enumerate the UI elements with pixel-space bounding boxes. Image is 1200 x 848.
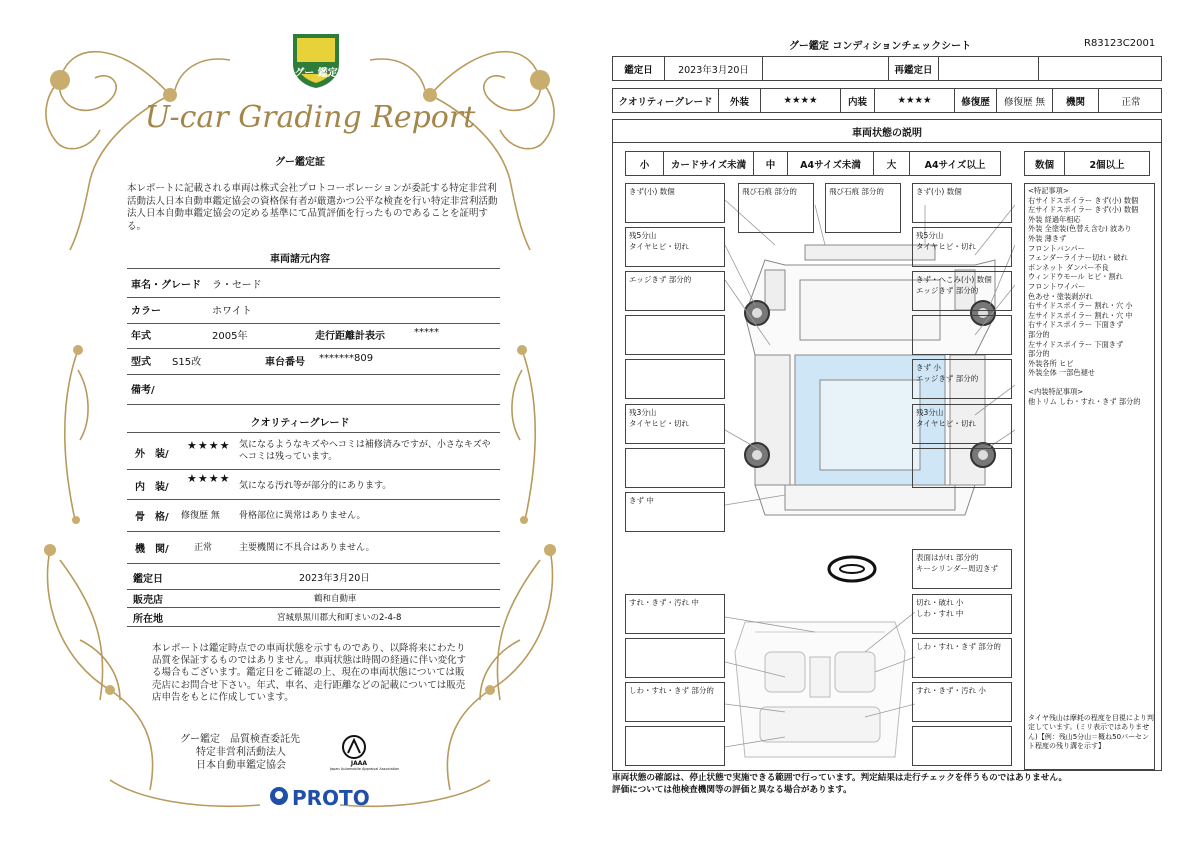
legend-count: 数個 — [1025, 152, 1065, 175]
note-text: タイヤヒビ・切れ — [629, 242, 689, 251]
org-line: グー鑑定 品質検査委託先 — [180, 734, 300, 745]
note-text: 残3分山 — [629, 408, 657, 417]
goo-appraisal-badge — [287, 30, 345, 90]
footer-line: 車両状態の確認は、停止状態で実施できる範囲で行っています。判定結果は走行チェックを伴うものではありません。 — [612, 773, 1068, 783]
row-interior — [127, 472, 500, 500]
row-year-mileage — [127, 327, 500, 349]
proto-text: PROTO — [292, 786, 370, 810]
note-text: 残3分山 — [916, 408, 944, 417]
note-empty — [625, 638, 725, 678]
value: 主要機関に不具合はありません。 — [239, 543, 375, 553]
jaaa-subtext: Japan Automobile Appraisal Association — [330, 767, 400, 771]
organization-info — [180, 733, 350, 772]
footer-notes — [612, 772, 1172, 796]
steering-wheel-icon — [826, 554, 878, 584]
note-text: きず 中 — [629, 496, 654, 505]
legend-small-desc: カードサイズ未満 — [664, 152, 754, 175]
note-empty — [625, 359, 725, 399]
note-empty — [625, 726, 725, 766]
jaaa-emblem-icon — [330, 733, 388, 761]
condition-description-title: 車両状態の説明 — [612, 119, 1162, 143]
report-script-title: U-car Grading Report — [144, 100, 476, 135]
remark-line: ウィンドウモール ヒビ・割れ — [1028, 272, 1123, 282]
remark-line: 色あせ・塗装剥がれ — [1028, 291, 1093, 301]
note-text: 飛び石痕 部分的 — [742, 187, 797, 196]
note-text: エッジきず 部分的 — [916, 374, 979, 383]
row-color — [127, 302, 500, 324]
note-empty — [625, 315, 725, 355]
note-interior-rear-left — [625, 682, 725, 722]
note-interior-front — [625, 594, 725, 634]
note-text: 飛び石痕 部分的 — [829, 187, 884, 196]
note-text: きず(小) 数個 — [629, 187, 675, 196]
value: 宮城県黒川郡大和町まいの2-4-8 — [277, 613, 402, 623]
note-front-center-left — [738, 183, 814, 233]
org-line: 日本自動車鑑定協会 — [196, 760, 286, 771]
remark-line: フロントワイパー — [1028, 281, 1086, 291]
note-front-center-right — [825, 183, 901, 233]
remark-line: 右サイドスポイラー 下面きず — [1028, 320, 1124, 330]
value: 気になるようなキズやヘコミは補修済みですが、小さなキズやヘコミは残っています。 — [239, 440, 491, 462]
note-text: 残5分山 — [629, 231, 657, 240]
note-right-dent — [912, 271, 1012, 311]
label: 車台番号 — [265, 357, 305, 368]
note-text: きず(小) 数個 — [916, 187, 962, 196]
value: ***** — [414, 327, 439, 338]
interior-stars: ★★★★ — [187, 472, 231, 485]
label: 鑑定日 — [133, 574, 163, 585]
exterior-label: 外装 — [719, 89, 761, 112]
spec-heading: 車両諸元内容 — [270, 254, 330, 265]
label: 内 装/ — [135, 482, 169, 493]
label: 所在地 — [133, 614, 163, 625]
note-text: しわ・すれ・きず 部分的 — [916, 642, 1001, 651]
label: 外 装/ — [135, 449, 169, 460]
note-text: 残5分山 — [916, 231, 944, 240]
remark-line: 右サイドスポイラー 割れ・穴 小 — [1028, 301, 1133, 311]
car-interior-diagram — [725, 612, 915, 762]
remark-line: 外装各所 ヒビ — [1028, 358, 1074, 368]
label: 車名・グレード — [131, 280, 201, 291]
value: 修復歴 無 — [181, 511, 220, 521]
note-empty — [912, 315, 1012, 355]
legend-large-desc: A4サイズ以上 — [924, 159, 986, 171]
remark-line: ボンネット ダンパー不良 — [1028, 262, 1109, 272]
remark-line: 外装全体 一部色褪せ — [1028, 368, 1095, 378]
size-legend — [625, 151, 1001, 176]
value: S15改 — [172, 357, 202, 368]
note-left-edge — [625, 271, 725, 311]
note-interior-rear-right — [912, 682, 1012, 722]
note-text: しわ・すれ 中 — [916, 609, 964, 618]
engine-label: 機関 — [1053, 89, 1099, 112]
note-rear-left-tire — [625, 404, 725, 444]
legend-large: 大 — [874, 152, 910, 175]
jaaa-logo — [330, 733, 400, 783]
jaaa-text: JAAA — [350, 760, 368, 767]
legend-medium-desc: A4サイズ未満 — [788, 152, 874, 175]
row-model-chassis — [127, 353, 500, 375]
note-text: しわ・すれ・きず 部分的 — [629, 686, 714, 695]
interior-label: 内装 — [841, 89, 875, 112]
remark-line: フェンダーライナー切れ・破れ — [1028, 253, 1128, 263]
note-text: 切れ・破れ 小 — [916, 598, 964, 607]
repair-history-label: 修復歴 — [955, 89, 997, 112]
row-appraisal-date — [127, 570, 500, 590]
legend-small: 小 — [626, 152, 664, 175]
note-front-right-tire — [912, 227, 1012, 267]
remark-line: 外装 全塗装(色替え含む) 波あり — [1028, 224, 1132, 234]
proto-logo — [268, 784, 378, 812]
interior-stars: ★★★★ — [875, 89, 955, 112]
certificate-title: グー鑑定証 — [275, 157, 325, 168]
value: *******809 — [319, 353, 374, 364]
note-interior-right — [912, 638, 1012, 678]
remark-line — [1028, 378, 1151, 388]
note-rear-right-tire — [912, 404, 1012, 444]
exterior-stars: ★★★★ — [761, 89, 841, 112]
sheet-code: R83123C2001 — [1084, 38, 1156, 49]
note-text: すれ・きず・汚れ 中 — [629, 598, 699, 607]
note-text: タイヤヒビ・切れ — [916, 419, 976, 428]
disclaimer-notice: 本レポートは鑑定時点での車両状態を示すものであり、以降将来にわたり品質を保証するものではありません。車両状態は時間の経過に伴い変化する場合もございます。鑑定日をご確認の上、現在の車両状態については販売店にお問合せ下さい。年式、車名、走行距離などの記載については販売店申告をもとに作成しています。 — [152, 643, 467, 703]
badge-shield-icon — [287, 30, 345, 90]
remark-line: 部分的 — [1028, 349, 1050, 359]
divider — [127, 268, 500, 269]
note-text: キーシリンダー周辺きず — [916, 564, 999, 573]
remark-line: 外装 薄きず — [1028, 233, 1067, 243]
tire-note: タイヤ残山は摩耗の程度を目視により判定しています。(ミリ表示ではありません)【例：残山5分山＝概ね50パーセント程度の残り溝を示す】 — [1028, 714, 1154, 751]
reappraisal-label: 再鑑定日 — [889, 57, 939, 80]
label: 年式 — [131, 331, 151, 342]
value: 正常 — [194, 543, 213, 553]
value: 気になる汚れ等が部分的にあります。 — [239, 481, 392, 491]
note-empty — [912, 448, 1012, 488]
note-interior-seat — [912, 594, 1012, 634]
label: カラー — [131, 306, 161, 317]
value: 鶴和自動車 — [314, 594, 357, 604]
quality-grade-row — [612, 88, 1162, 113]
remark-line: 他トリム しわ・すれ・きず 部分的 — [1028, 397, 1141, 407]
empty-cell — [763, 57, 889, 80]
value: ラ・セード — [212, 280, 262, 291]
note-front-left-tire — [625, 227, 725, 267]
note-text: すれ・きず・汚れ 小 — [916, 686, 986, 695]
appraisal-date-row — [612, 56, 1162, 81]
value: ホワイト — [212, 306, 252, 317]
note-front-right — [912, 183, 1012, 223]
label: 機 関/ — [135, 544, 169, 555]
date-value: 2023年3月20日 — [665, 57, 763, 80]
remark-line: 左サイドスポイラー 下面きず — [1028, 339, 1124, 349]
label: 型式 — [131, 357, 151, 368]
count-legend — [1024, 151, 1150, 176]
value: 骨格部位に異常はありません。 — [239, 511, 366, 521]
remark-line: <特記事項> — [1028, 186, 1069, 195]
note-rear-left — [625, 492, 725, 532]
remark-line: <内装特記事項> — [1028, 387, 1084, 397]
empty-cell — [1039, 57, 1163, 80]
remark-line: 左サイドスポイラー 割れ・穴 中 — [1028, 310, 1133, 320]
quality-grade-label: クオリティーグレード — [613, 89, 719, 112]
row-engine — [127, 540, 500, 564]
row-frame — [127, 508, 500, 532]
row-exterior — [127, 437, 500, 470]
divider — [127, 432, 500, 433]
note-front-left — [625, 183, 725, 223]
remark-line: 外装 経過年相応 — [1028, 214, 1081, 224]
row-dealer — [127, 590, 500, 608]
row-car-name — [127, 276, 500, 298]
sheet-title: グー鑑定 コンディションチェックシート — [788, 41, 972, 52]
note-text: タイヤヒビ・切れ — [629, 419, 689, 428]
row-address — [127, 609, 500, 627]
condition-check-sheet — [600, 0, 1200, 848]
badge-text: グー 鑑定 — [294, 68, 338, 79]
note-empty — [625, 448, 725, 488]
quality-grade-heading: クオリティーグレード — [250, 418, 350, 429]
legend-medium: 中 — [754, 152, 788, 175]
label: 販売店 — [133, 595, 163, 606]
label: 走行距離計表示 — [315, 331, 385, 342]
value: 2005年 — [212, 331, 248, 342]
org-line: 特定非営利活動法人 — [196, 747, 286, 758]
legend-count-desc: 2個以上 — [1089, 159, 1125, 171]
date-label: 鑑定日 — [613, 57, 665, 80]
note-text: 表面はがれ 部分的 — [916, 553, 979, 562]
label: 備考/ — [131, 385, 155, 396]
note-empty — [912, 726, 1012, 766]
value: 2023年3月20日 — [299, 573, 370, 584]
row-remarks — [127, 379, 500, 405]
note-text: エッジきず 部分的 — [629, 275, 692, 284]
footer-line: 評価については他検査機関等の評価と異なる場合があります。 — [612, 785, 852, 795]
reappraisal-value — [939, 57, 1039, 80]
label: 骨 格/ — [135, 512, 169, 523]
remark-line: 左サイドスポイラー きず(小) 数個 — [1028, 205, 1139, 215]
exterior-stars: ★★★★ — [187, 439, 231, 452]
note-text: タイヤヒビ・切れ — [916, 242, 976, 251]
engine-value: 正常 — [1121, 96, 1141, 108]
note-text: エッジきず 部分的 — [916, 286, 979, 295]
repair-history-value: 修復歴 無 — [997, 89, 1053, 112]
remark-line: 右サイドスポイラー きず(小) 数個 — [1028, 195, 1139, 205]
certificate-body: 本レポートに記載される車両は株式会社プロトコーポレーションが委託する特定非営利活動法人日本自動車鑑定協会の資格保有者が厳選かつ公平な検査を行い特定非営利活動法人日本自動車鑑定協会の定める基準にて品質評価を行ったものであることを証明する。 — [127, 183, 498, 232]
remark-line: 部分的 — [1028, 329, 1050, 339]
note-text: きず・へこみ(小) 数個 — [916, 275, 992, 284]
remark-line: フロントバンパー — [1028, 243, 1085, 253]
note-steering — [912, 549, 1012, 589]
proto-mark-icon — [268, 784, 290, 808]
special-remarks — [1024, 183, 1155, 770]
note-text: きず 小 — [916, 363, 941, 372]
note-right-edge — [912, 359, 1012, 399]
